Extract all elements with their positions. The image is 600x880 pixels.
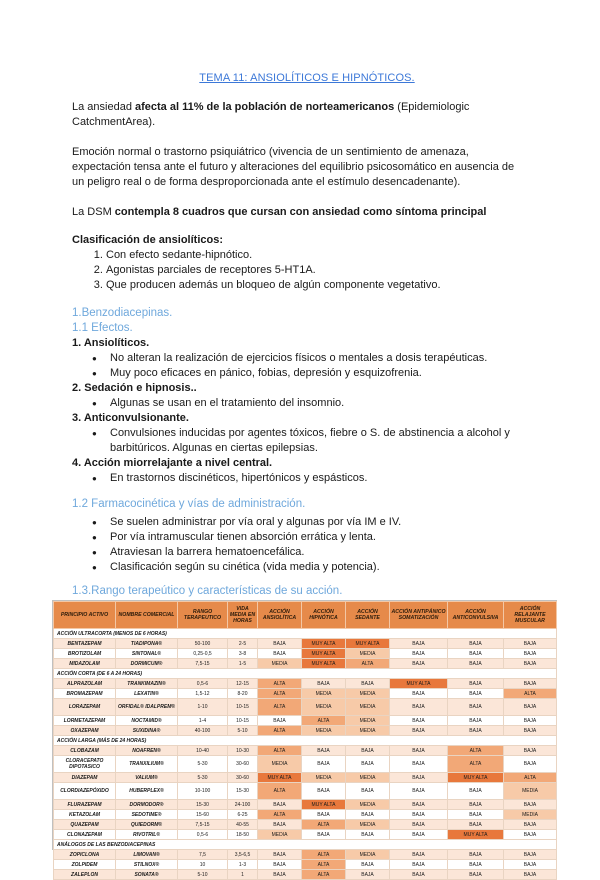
table-cell: MEDIA bbox=[346, 850, 390, 860]
table-cell: BAJA bbox=[390, 820, 448, 830]
table-cell: MEDIA bbox=[504, 810, 557, 820]
table-cell: MEDIA bbox=[504, 783, 557, 800]
table-cell: BAJA bbox=[448, 689, 504, 699]
table-cell: 15-30 bbox=[178, 800, 228, 810]
list-item: ● Muy poco eficaces en pánico, fobias, depresión y esquizofrenia. bbox=[110, 366, 542, 381]
table-header-cell: ACCIÓN HIPNÓTICA bbox=[302, 602, 346, 629]
table-row bbox=[54, 870, 557, 880]
table-cell: BAJA bbox=[390, 870, 448, 880]
table-row bbox=[54, 830, 557, 840]
table-cell: BAJA bbox=[448, 659, 504, 669]
table-cell: BAJA bbox=[346, 870, 390, 880]
table-cell: BAJA bbox=[390, 746, 448, 756]
table-cell: MUY ALTA bbox=[346, 639, 390, 649]
table-row bbox=[54, 639, 557, 649]
table-cell: ALTA bbox=[258, 810, 302, 820]
table-cell: LEXATIN® bbox=[116, 689, 178, 699]
list-item: ● Se suelen administrar por vía oral y algunas por vía IM e IV. bbox=[110, 515, 542, 530]
table-row bbox=[54, 679, 557, 689]
table-cell: 40-100 bbox=[178, 726, 228, 736]
table-cell: ALTA bbox=[448, 746, 504, 756]
section-label: ACCIÓN ULTRACORTA (MENOS DE 6 HORAS) bbox=[54, 629, 557, 639]
table-cell: BAJA bbox=[346, 783, 390, 800]
table-cell: 24-100 bbox=[228, 800, 258, 810]
table-cell: MUY ALTA bbox=[448, 830, 504, 840]
table-cell: BAJA bbox=[504, 649, 557, 659]
table-cell: 30-60 bbox=[228, 773, 258, 783]
table-cell: MUY ALTA bbox=[302, 800, 346, 810]
table-cell: MEDIA bbox=[346, 689, 390, 699]
table-cell: CLORDIAZEPÓXIDO bbox=[54, 783, 116, 800]
table-row bbox=[54, 689, 557, 699]
table-row bbox=[54, 810, 557, 820]
table-header-cell: ACCIÓN SEDANTE bbox=[346, 602, 390, 629]
section-label: ACCIÓN LARGA (MÁS DE 24 HORAS) bbox=[54, 736, 557, 746]
table-cell: BAJA bbox=[258, 716, 302, 726]
table-cell: BAJA bbox=[390, 850, 448, 860]
table-cell: BAJA bbox=[390, 756, 448, 773]
table-cell: BAJA bbox=[390, 783, 448, 800]
table-cell: DORMICUM® bbox=[116, 659, 178, 669]
table-cell: 3,5-6,5 bbox=[228, 850, 258, 860]
table-row bbox=[54, 659, 557, 669]
table-cell: MUY ALTA bbox=[390, 679, 448, 689]
table-cell: 10-15 bbox=[228, 716, 258, 726]
table-cell: 40-55 bbox=[228, 820, 258, 830]
table-cell: BAJA bbox=[504, 746, 557, 756]
table-cell: BAJA bbox=[448, 850, 504, 860]
table-cell: BAJA bbox=[390, 716, 448, 726]
table-cell: BAJA bbox=[302, 830, 346, 840]
table-cell: 2-5 bbox=[228, 639, 258, 649]
table-cell: BAJA bbox=[390, 726, 448, 736]
table-cell: BROMAZEPAM bbox=[54, 689, 116, 699]
benzo-section bbox=[72, 306, 542, 486]
table-cell: 1 bbox=[228, 870, 258, 880]
table-header-cell: ACCIÓN ANTICONVULSIVA bbox=[448, 602, 504, 629]
table-row bbox=[54, 756, 557, 773]
section-label: ACCIÓN CORTA (DE 6 A 24 HORAS) bbox=[54, 669, 557, 679]
table-cell: BAJA bbox=[504, 699, 557, 716]
table-cell: ALTA bbox=[258, 746, 302, 756]
table-cell: BAJA bbox=[504, 870, 557, 880]
table-cell: 50-100 bbox=[178, 639, 228, 649]
table-header-cell: ACCIÓN ANSIOLÍTICA bbox=[258, 602, 302, 629]
table-cell: NOAFREN® bbox=[116, 746, 178, 756]
table-cell: ALTA bbox=[258, 699, 302, 716]
table-cell: MEDIA bbox=[258, 756, 302, 773]
list-item: ● Convulsiones inducidas por agentes tóxicos, fiebre o S. de abstinencia a alcohol y barbitúricos. Algunas en ciertas epilepsias. bbox=[110, 426, 542, 456]
list-item: ● Algunas se usan en el tratamiento del insomnio. bbox=[110, 396, 542, 411]
farmaco-heading: 1.2 Farmacocinética y vías de administración. bbox=[72, 498, 306, 510]
table-cell: ALTA bbox=[302, 716, 346, 726]
table-cell: LORAZEPAM bbox=[54, 699, 116, 716]
table-cell: BAJA bbox=[448, 800, 504, 810]
table-row bbox=[54, 649, 557, 659]
table-cell: ALTA bbox=[302, 860, 346, 870]
table-cell: ALTA bbox=[504, 773, 557, 783]
table-cell: ALPRAZOLAM bbox=[54, 679, 116, 689]
table-cell: BAJA bbox=[258, 639, 302, 649]
table-cell: BAJA bbox=[448, 726, 504, 736]
effect-2-heading: 2. Sedación e hipnosis.. bbox=[72, 382, 197, 394]
table-cell: MUY ALTA bbox=[302, 659, 346, 669]
table-cell: BAJA bbox=[258, 800, 302, 810]
table-cell: BAJA bbox=[504, 726, 557, 736]
table-cell: TIADIPONA® bbox=[116, 639, 178, 649]
table-header-cell: VIDA MEDIA EN HORAS bbox=[228, 602, 258, 629]
table-cell: BAJA bbox=[504, 716, 557, 726]
table-cell: MEDIA bbox=[346, 726, 390, 736]
table-header-cell: RANGO TERAPEUTICO bbox=[178, 602, 228, 629]
table-cell: LIMOVAN® bbox=[116, 850, 178, 860]
table-cell: 7,5 bbox=[178, 850, 228, 860]
table-cell: OXAZEPAM bbox=[54, 726, 116, 736]
table-cell: BAJA bbox=[448, 810, 504, 820]
table-cell: BAJA bbox=[504, 639, 557, 649]
table-section-row bbox=[54, 629, 557, 639]
table-cell: BAJA bbox=[448, 870, 504, 880]
table-cell: QUAZEPAM bbox=[54, 820, 116, 830]
table-cell: 30-60 bbox=[228, 756, 258, 773]
table-cell: KETAZOLAM bbox=[54, 810, 116, 820]
table-cell: 0,5-6 bbox=[178, 830, 228, 840]
table-cell: ALTA bbox=[258, 726, 302, 736]
farmaco-section bbox=[72, 497, 542, 575]
document-title: TEMA 11: ANSIOLÍTICOS E HIPNÓTICOS. bbox=[199, 72, 415, 84]
table-row bbox=[54, 800, 557, 810]
table-cell: BAJA bbox=[504, 800, 557, 810]
list-item: 2. Agonistas parciales de receptores 5-HT1A. bbox=[106, 263, 542, 278]
table-cell: BAJA bbox=[448, 649, 504, 659]
table-cell: ALTA bbox=[302, 820, 346, 830]
table-cell: 5-10 bbox=[228, 726, 258, 736]
table-cell: BAJA bbox=[390, 649, 448, 659]
list-item: ● En trastornos discinéticos, hipertónicos y espásticos. bbox=[110, 471, 542, 486]
table-cell: NOCTAMID® bbox=[116, 716, 178, 726]
effect-4-heading: 4. Acción miorrelajante a nivel central. bbox=[72, 457, 273, 469]
table-cell: MEDIA bbox=[302, 689, 346, 699]
table-cell: SUXIDINA® bbox=[116, 726, 178, 736]
table-cell: 1-4 bbox=[178, 716, 228, 726]
table-cell: 1-3 bbox=[228, 860, 258, 870]
table-cell: BAJA bbox=[504, 860, 557, 870]
table-cell: ALTA bbox=[258, 689, 302, 699]
table-cell: BAJA bbox=[448, 820, 504, 830]
table-cell: BAJA bbox=[448, 860, 504, 870]
table-row bbox=[54, 850, 557, 860]
table-cell: HUBERPLEX® bbox=[116, 783, 178, 800]
table-cell: 12-15 bbox=[228, 679, 258, 689]
table-cell: ZALEPLON bbox=[54, 870, 116, 880]
table-cell: ALTA bbox=[302, 870, 346, 880]
table-section-row bbox=[54, 669, 557, 679]
table-cell: BAJA bbox=[448, 716, 504, 726]
rango-heading: 1.3.Rango terapeútico y características de su acción. bbox=[72, 585, 343, 597]
table-cell: MUY ALTA bbox=[448, 773, 504, 783]
table-cell: BAJA bbox=[390, 699, 448, 716]
table-cell: CLONAZEPAM bbox=[54, 830, 116, 840]
table-cell: BAJA bbox=[302, 746, 346, 756]
table-cell: BAJA bbox=[448, 639, 504, 649]
table-cell: 10 bbox=[178, 860, 228, 870]
table-cell: QUIEDORM® bbox=[116, 820, 178, 830]
table-header-cell: ACCIÓN RELAJANTE MUSCULAR bbox=[504, 602, 557, 629]
table-cell: CLORACEPATO DIPOTASICO bbox=[54, 756, 116, 773]
table-cell: DORMODOR® bbox=[116, 800, 178, 810]
table-cell: ALTA bbox=[504, 689, 557, 699]
list-item: 3. Que producen además un bloqueo de algún componente vegetativo. bbox=[106, 278, 542, 293]
table-cell: BAJA bbox=[302, 756, 346, 773]
table-cell: MUY ALTA bbox=[258, 773, 302, 783]
table-cell: 3-8 bbox=[228, 649, 258, 659]
table-cell: MUY ALTA bbox=[302, 649, 346, 659]
table-cell: BAJA bbox=[346, 860, 390, 870]
table-cell: MEDIA bbox=[258, 830, 302, 840]
table-cell: 1-10 bbox=[178, 699, 228, 716]
table-cell: BAJA bbox=[390, 810, 448, 820]
table-header-cell: ACCIÓN ANTIPÁNICO SOMATIZACIÓN bbox=[390, 602, 448, 629]
table-cell: BAJA bbox=[390, 860, 448, 870]
table-cell: VALIUM® bbox=[116, 773, 178, 783]
table-cell: 0,5-6 bbox=[178, 679, 228, 689]
table-cell: MEDIA bbox=[346, 649, 390, 659]
table-cell: BAJA bbox=[302, 783, 346, 800]
table-cell: 15-60 bbox=[178, 810, 228, 820]
table-cell: BAJA bbox=[390, 830, 448, 840]
benzodiazepine-table-image bbox=[52, 600, 557, 878]
table-cell: 5-30 bbox=[178, 756, 228, 773]
table-cell: ORFIDAL® IDALPREM® bbox=[116, 699, 178, 716]
table-cell: ALTA bbox=[302, 850, 346, 860]
table-cell: BROTIZOLAM bbox=[54, 649, 116, 659]
table-cell: BAJA bbox=[504, 820, 557, 830]
table-row bbox=[54, 699, 557, 716]
clasificacion-heading: Clasificación de ansiolíticos: bbox=[72, 234, 223, 246]
table-cell: 8-20 bbox=[228, 689, 258, 699]
section-label: ANÁLOGOS DE LAS BENZODIACEPINAS bbox=[54, 840, 557, 850]
table-cell: BAJA bbox=[346, 810, 390, 820]
table-header-cell: NOMBRE COMERCIAL bbox=[116, 602, 178, 629]
table-cell: BAJA bbox=[302, 810, 346, 820]
list-item: ● Atraviesan la barrera hematoencefálica. bbox=[110, 545, 542, 560]
table-row bbox=[54, 716, 557, 726]
table-cell: BAJA bbox=[448, 783, 504, 800]
table-cell: CLOBAZAM bbox=[54, 746, 116, 756]
table-cell: LORMETAZEPAM bbox=[54, 716, 116, 726]
table-cell: BAJA bbox=[258, 649, 302, 659]
list-item: 1. Con efecto sedante-hipnótico. bbox=[106, 248, 542, 263]
table-cell: BAJA bbox=[346, 679, 390, 689]
table-cell: BAJA bbox=[346, 830, 390, 840]
table-cell: 10-100 bbox=[178, 783, 228, 800]
table-cell: 5-30 bbox=[178, 773, 228, 783]
clasificacion-section bbox=[72, 233, 542, 293]
table-cell: BAJA bbox=[302, 679, 346, 689]
table-cell: MEDIA bbox=[302, 773, 346, 783]
table-row bbox=[54, 820, 557, 830]
list-item: ● Clasificación según su cinética (vida media y potencia). bbox=[110, 560, 542, 575]
table-cell: BAJA bbox=[504, 756, 557, 773]
intro-paragraph-2: Emoción normal o trastorno psiquiátrico (vivencia de un sentimiento de amenaza, expectación tensa ante el futuro y alteraciones del equilibrio psicosomático en ausencia de un peligro real o de forma desproporcionada ante el estímulo desencadenante). bbox=[72, 146, 515, 188]
table-cell: BAJA bbox=[346, 756, 390, 773]
table-cell: MEDIA bbox=[346, 716, 390, 726]
benzo-heading: 1.Benzodiacepinas. bbox=[72, 307, 173, 319]
table-cell: TRANXILIUM® bbox=[116, 756, 178, 773]
table-cell: 18-50 bbox=[228, 830, 258, 840]
table-cell: BAJA bbox=[258, 850, 302, 860]
benzo-subheading: 1.1 Efectos. bbox=[72, 322, 133, 334]
table-cell: 7,5-15 bbox=[178, 659, 228, 669]
table-cell: MEDIA bbox=[302, 699, 346, 716]
table-cell: 1,5-12 bbox=[178, 689, 228, 699]
clasificacion-list bbox=[72, 248, 542, 293]
table-cell: MEDIA bbox=[346, 800, 390, 810]
table-cell: ALTA bbox=[346, 659, 390, 669]
table-cell: SINTONAL® bbox=[116, 649, 178, 659]
rango-section bbox=[72, 584, 542, 599]
table-cell: 15-30 bbox=[228, 783, 258, 800]
table-cell: MEDIA bbox=[258, 659, 302, 669]
table-cell: BAJA bbox=[258, 870, 302, 880]
table-section-row bbox=[54, 736, 557, 746]
table-cell: BAJA bbox=[448, 699, 504, 716]
effect-1-heading: 1. Ansiolíticos. bbox=[72, 337, 150, 349]
table-cell: 5-10 bbox=[178, 870, 228, 880]
table-cell: ZOPICLONA bbox=[54, 850, 116, 860]
table-cell: BAJA bbox=[504, 830, 557, 840]
table-cell: BAJA bbox=[390, 659, 448, 669]
table-header-row bbox=[54, 602, 557, 629]
intro-paragraph-3: La DSM contempla 8 cuadros que cursan con ansiedad como síntoma principal bbox=[72, 206, 487, 218]
table-cell: 0,25-0,5 bbox=[178, 649, 228, 659]
table-cell: TRANKIMAZIN® bbox=[116, 679, 178, 689]
table-cell: 10-40 bbox=[178, 746, 228, 756]
table-cell: BAJA bbox=[504, 850, 557, 860]
table-cell: BAJA bbox=[346, 746, 390, 756]
table-cell: ALTA bbox=[258, 679, 302, 689]
list-item: ● No alteran la realización de ejercicios físicos o mentales a dosis terapéuticas. bbox=[110, 351, 542, 366]
table-cell: 6-25 bbox=[228, 810, 258, 820]
table-cell: SEDOTIME® bbox=[116, 810, 178, 820]
table-cell: ALTA bbox=[258, 783, 302, 800]
table-cell: BAJA bbox=[504, 659, 557, 669]
table-cell: MEDIA bbox=[346, 699, 390, 716]
table-cell: DIAZEPAM bbox=[54, 773, 116, 783]
table-cell: BENTAZEPAM bbox=[54, 639, 116, 649]
table-cell: BAJA bbox=[390, 773, 448, 783]
table-cell: BAJA bbox=[390, 689, 448, 699]
table-cell: MUY ALTA bbox=[302, 639, 346, 649]
table-cell: FLURAZEPAM bbox=[54, 800, 116, 810]
table-cell: MIDAZOLAM bbox=[54, 659, 116, 669]
table-row bbox=[54, 783, 557, 800]
table-cell: ALTA bbox=[448, 756, 504, 773]
table-cell: BAJA bbox=[258, 860, 302, 870]
table-cell: 1-5 bbox=[228, 659, 258, 669]
table-row bbox=[54, 860, 557, 870]
table-cell: BAJA bbox=[390, 800, 448, 810]
table-cell: BAJA bbox=[258, 820, 302, 830]
table-cell: MEDIA bbox=[302, 726, 346, 736]
table-cell: BAJA bbox=[390, 639, 448, 649]
effect-3-heading: 3. Anticonvulsionante. bbox=[72, 412, 189, 424]
table-header-cell: PRINCIPIO ACTIVO bbox=[54, 602, 116, 629]
benzodiazepine-table bbox=[53, 601, 557, 880]
table-section-row bbox=[54, 840, 557, 850]
table-cell: 10-15 bbox=[228, 699, 258, 716]
table-cell: ZOLPIDEM bbox=[54, 860, 116, 870]
table-row bbox=[54, 746, 557, 756]
intro-paragraph-1: La ansiedad afecta al 11% de la población de norteamericanos (Epidemiologic CatchmentArea). bbox=[72, 101, 470, 128]
table-cell: MEDIA bbox=[346, 773, 390, 783]
table-row bbox=[54, 773, 557, 783]
table-cell: BAJA bbox=[504, 679, 557, 689]
table-cell: SONATA® bbox=[116, 870, 178, 880]
table-cell: RIVOTRIL® bbox=[116, 830, 178, 840]
table-row bbox=[54, 726, 557, 736]
table-cell: STILNOX® bbox=[116, 860, 178, 870]
table-cell: BAJA bbox=[448, 679, 504, 689]
table-cell: MEDIA bbox=[346, 820, 390, 830]
table-cell: 7,5-15 bbox=[178, 820, 228, 830]
table-cell: 10-30 bbox=[228, 746, 258, 756]
list-item: ● Por vía intramuscular tienen absorción errática y lenta. bbox=[110, 530, 542, 545]
